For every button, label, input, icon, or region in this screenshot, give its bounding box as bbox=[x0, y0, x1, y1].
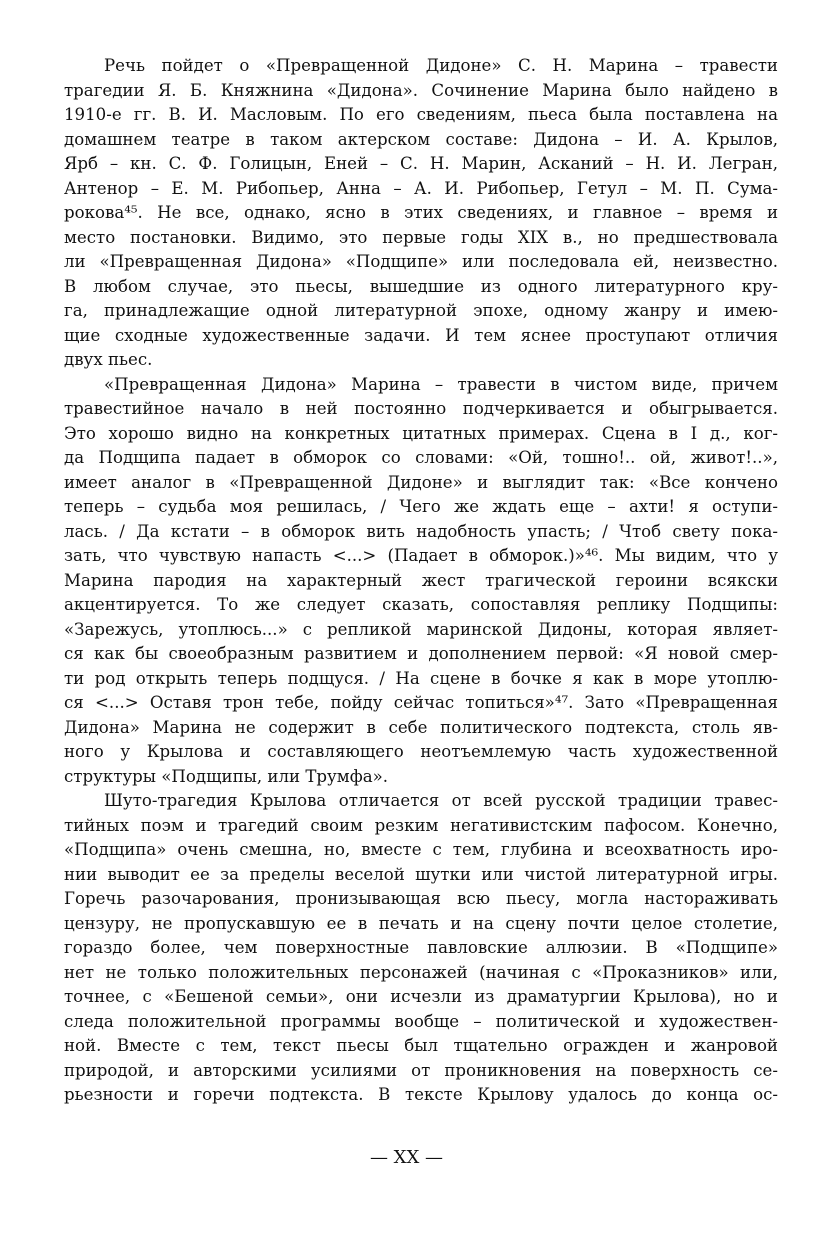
text-line: домашнем театре в таком актерском составе: Дидона – И. А. Крылов, bbox=[64, 129, 778, 149]
text-line: тийных поэм и трагедий своим резким негативистским пафосом. Конечно, bbox=[64, 815, 778, 835]
text-line: гораздо более, чем поверхностные павловские аллюзии. В «Подщипе» bbox=[64, 938, 778, 957]
paragraph-3 bbox=[64, 789, 778, 1108]
text-line: цензуру, не пропускавшую ее в печать и на сцену почти целое столетие, bbox=[64, 913, 778, 933]
text-line: Шуто-трагедия Крылова отличается от всей русской традиции травес- bbox=[104, 791, 778, 810]
text-line: рьезности и горечи подтекста. В тексте Крылову удалось до конца ос- bbox=[64, 1085, 778, 1104]
text-line: «Зарежусь, утоплюсь...» с репликой маринской Дидоны, которая являет- bbox=[64, 619, 778, 639]
text-line: ся как бы своеобразным развитием и дополнением первой: «Я новой смер- bbox=[64, 644, 778, 663]
text-line: «Подщипа» очень смешна, но, вместе с тем, глубина и всеохватность иро- bbox=[64, 840, 778, 859]
text-line: 1910-е гг. В. И. Масловым. По его сведениям, пьеса была поставлена на bbox=[64, 105, 778, 124]
text-line: рокова⁴⁵. Не все, однако, ясно в этих сведениях, и главное – время и bbox=[64, 203, 778, 222]
page-number: — XX — bbox=[369, 1147, 444, 1168]
text-line: двух пьес. bbox=[64, 350, 153, 369]
text-line: следа положительной программы вообще – политической и художествен- bbox=[64, 1011, 778, 1031]
text-line: га, принадлежащие одной литературной эпохе, одному жанру и имею- bbox=[64, 301, 778, 320]
text-line: В любом случае, это пьесы, вышедшие из одного литературного кру- bbox=[64, 276, 778, 296]
text-line: «Превращенная Дидона» Марина – травести в чистом виде, причем bbox=[104, 374, 778, 394]
text-line: точнее, с «Бешеной семьи», они исчезли из драматургии Крылова), но и bbox=[64, 987, 778, 1006]
text-line: лась. / Да кстати – в обморок вить надобность упасть; / Чтоб свету пока- bbox=[64, 521, 778, 541]
text-line: нии выводит ее за пределы веселой шутки или чистой литературной игры. bbox=[64, 864, 778, 884]
text-line: да Подщипа падает в обморок со словами: «Ой, тошно!.. ой, живот!..», bbox=[64, 448, 778, 467]
text-line: природой, и авторскими усилиями от проникновения на поверхность се- bbox=[64, 1060, 778, 1080]
text-line: структуры «Подщипы, или Трумфа». bbox=[64, 766, 389, 786]
text-line: Горечь разочарования, пронизывающая всю пьесу, могла настораживать bbox=[64, 889, 778, 908]
text-line: щие сходные художественные задачи. И тем яснее проступают отличия bbox=[64, 325, 778, 345]
paragraph-2 bbox=[64, 373, 778, 790]
text-line: ли «Превращенная Дидона» «Подщипе» или последовала ей, неизвестно. bbox=[64, 252, 778, 271]
text-line: Дидона» Марина не содержит в себе политического подтекста, столь яв- bbox=[64, 717, 778, 737]
text-line: место постановки. Видимо, это первые годы XIX в., но предшествовала bbox=[64, 227, 778, 247]
text-line: Это хорошо видно на конкретных цитатных примерах. Сцена в I д., ког- bbox=[64, 423, 778, 443]
text-line: ной. Вместе с тем, текст пьесы был тщательно огражден и жанровой bbox=[64, 1036, 778, 1055]
text-line: ного у Крылова и составляющего неотъемлемую часть художественной bbox=[64, 742, 778, 761]
text-line: травестийное начало в ней постоянно подчеркивается и обыгрывается. bbox=[64, 399, 778, 418]
text-line: Речь пойдет о «Превращенной Дидоне» С. Н. Марина – травести bbox=[104, 56, 778, 75]
text-line: Марина пародия на характерный жест трагической героини всякски bbox=[64, 570, 778, 590]
text-line: нет не только положительных персонажей (начиная с «Проказников» или, bbox=[64, 962, 778, 982]
text-line: ти род открыть теперь подщуся. / На сцене в бочке я как в море утоплю- bbox=[64, 668, 778, 688]
text-line: акцентируется. То же следует сказать, сопоставляя реплику Подщипы: bbox=[64, 595, 778, 614]
body-text bbox=[64, 54, 778, 1108]
text-line: ся <...> Оставя трон тебе, пойду сейчас топиться»⁴⁷. Зато «Превращенная bbox=[64, 693, 778, 712]
text-line: теперь – судьба моя решилась, / Чего же ждать еще – ахти! я оступи- bbox=[64, 497, 778, 516]
text-line: зать, что чувствую напасть <...> (Падает в обморок.)»⁴⁶. Мы видим, что у bbox=[64, 546, 778, 565]
text-line: Ярб – кн. С. Ф. Голицын, Еней – С. Н. Марин, Асканий – Н. И. Легран, bbox=[64, 154, 778, 173]
text-line: Антенор – Е. М. Рибопьер, Анна – А. И. Рибопьер, Гетул – М. П. Сума- bbox=[64, 178, 778, 198]
text-line: трагедии Я. Б. Княжнина «Дидона». Сочинение Марина было найдено в bbox=[64, 80, 778, 100]
paragraph-1 bbox=[64, 54, 778, 373]
text-line: имеет аналог в «Превращенной Дидоне» и выглядит так: «Все кончено bbox=[64, 472, 778, 492]
